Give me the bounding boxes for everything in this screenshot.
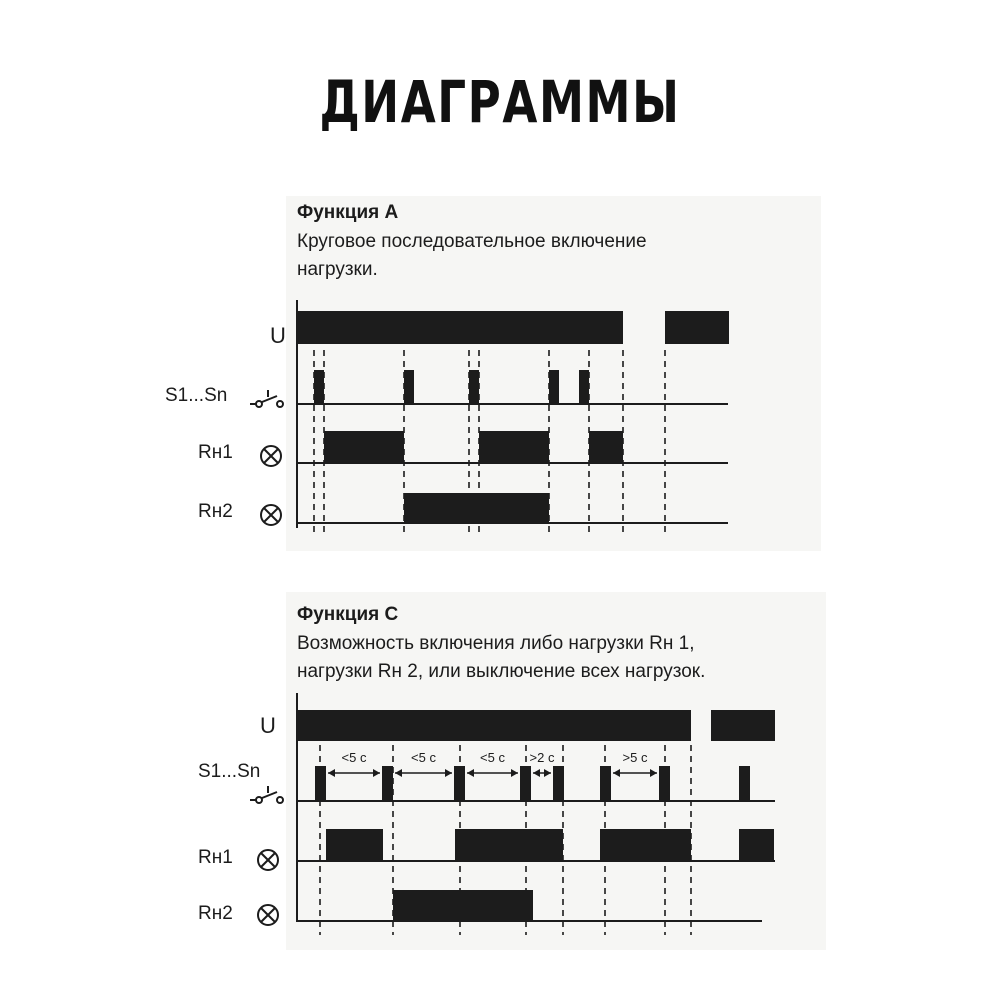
function-c-rh1-pulse: [455, 829, 563, 861]
function-c-arrow-head: [373, 769, 380, 777]
lamp-icon: [258, 905, 278, 925]
function-c-arrow-head: [613, 769, 620, 777]
function-c-arrow-head: [533, 769, 540, 777]
function-a-label-u: U: [270, 323, 286, 348]
function-c-description-line1: Возможность включения либо нагрузки Rн 1,: [297, 633, 695, 654]
function-c-label-rh2: Rн2: [198, 903, 233, 924]
function-c-arrow-head: [467, 769, 474, 777]
function-a-label-s: S1...Sn: [165, 385, 228, 406]
function-c-duration-label: <5 с: [411, 750, 436, 765]
function-c-s-pulse: [382, 766, 393, 801]
function-c-label-rh1: Rн1: [198, 847, 233, 868]
function-a-label-rh2: Rн2: [198, 501, 233, 522]
function-c-u-pulse: [297, 710, 691, 741]
function-c-rh1-pulse: [326, 829, 383, 861]
function-c-arrow-head: [445, 769, 452, 777]
function-c-s-pulse: [659, 766, 670, 801]
function-c-arrow-head: [395, 769, 402, 777]
function-c-duration-label: >5 с: [622, 750, 648, 765]
function-c-duration-label: >2 с: [529, 750, 555, 765]
function-a-label-rh1: Rн1: [198, 442, 233, 463]
function-c-arrow-head: [511, 769, 518, 777]
function-c-s-pulse: [553, 766, 564, 801]
function-c-s-pulse: [520, 766, 531, 801]
function-c-label-u: U: [260, 713, 276, 738]
lamp-icon: [258, 850, 278, 870]
function-c-u-pulse: [711, 710, 775, 741]
function-c-rh1-pulse: [739, 829, 774, 861]
function-a-description-line1: Круговое последовательное включение: [297, 231, 647, 252]
function-c-title: Функция С: [297, 604, 399, 625]
function-a-title: Функция А: [297, 202, 399, 223]
function-c-duration-label: <5 с: [341, 750, 367, 765]
function-c-duration-label: <5 с: [480, 750, 505, 765]
function-c-arrow-head: [544, 769, 551, 777]
function-c-rh2-pulse: [393, 890, 533, 921]
function-c-s-pulse: [600, 766, 611, 801]
function-c-s-pulse: [315, 766, 326, 801]
function-c-rh1-pulse: [600, 829, 691, 861]
function-c-label-s: S1...Sn: [198, 761, 261, 782]
function-c-arrow-head: [328, 769, 335, 777]
function-c-s-pulse: [739, 766, 750, 801]
page-title: ДИАГРАММЫ: [319, 68, 681, 136]
function-c-description-line2: нагрузки Rн 2, или выключение всех нагрузок.: [297, 661, 706, 682]
function-c-s-pulse: [454, 766, 465, 801]
function-a-description-line2: нагрузки.: [297, 259, 378, 280]
function-c-arrow-head: [650, 769, 657, 777]
switch-contact-icon: [250, 786, 283, 803]
